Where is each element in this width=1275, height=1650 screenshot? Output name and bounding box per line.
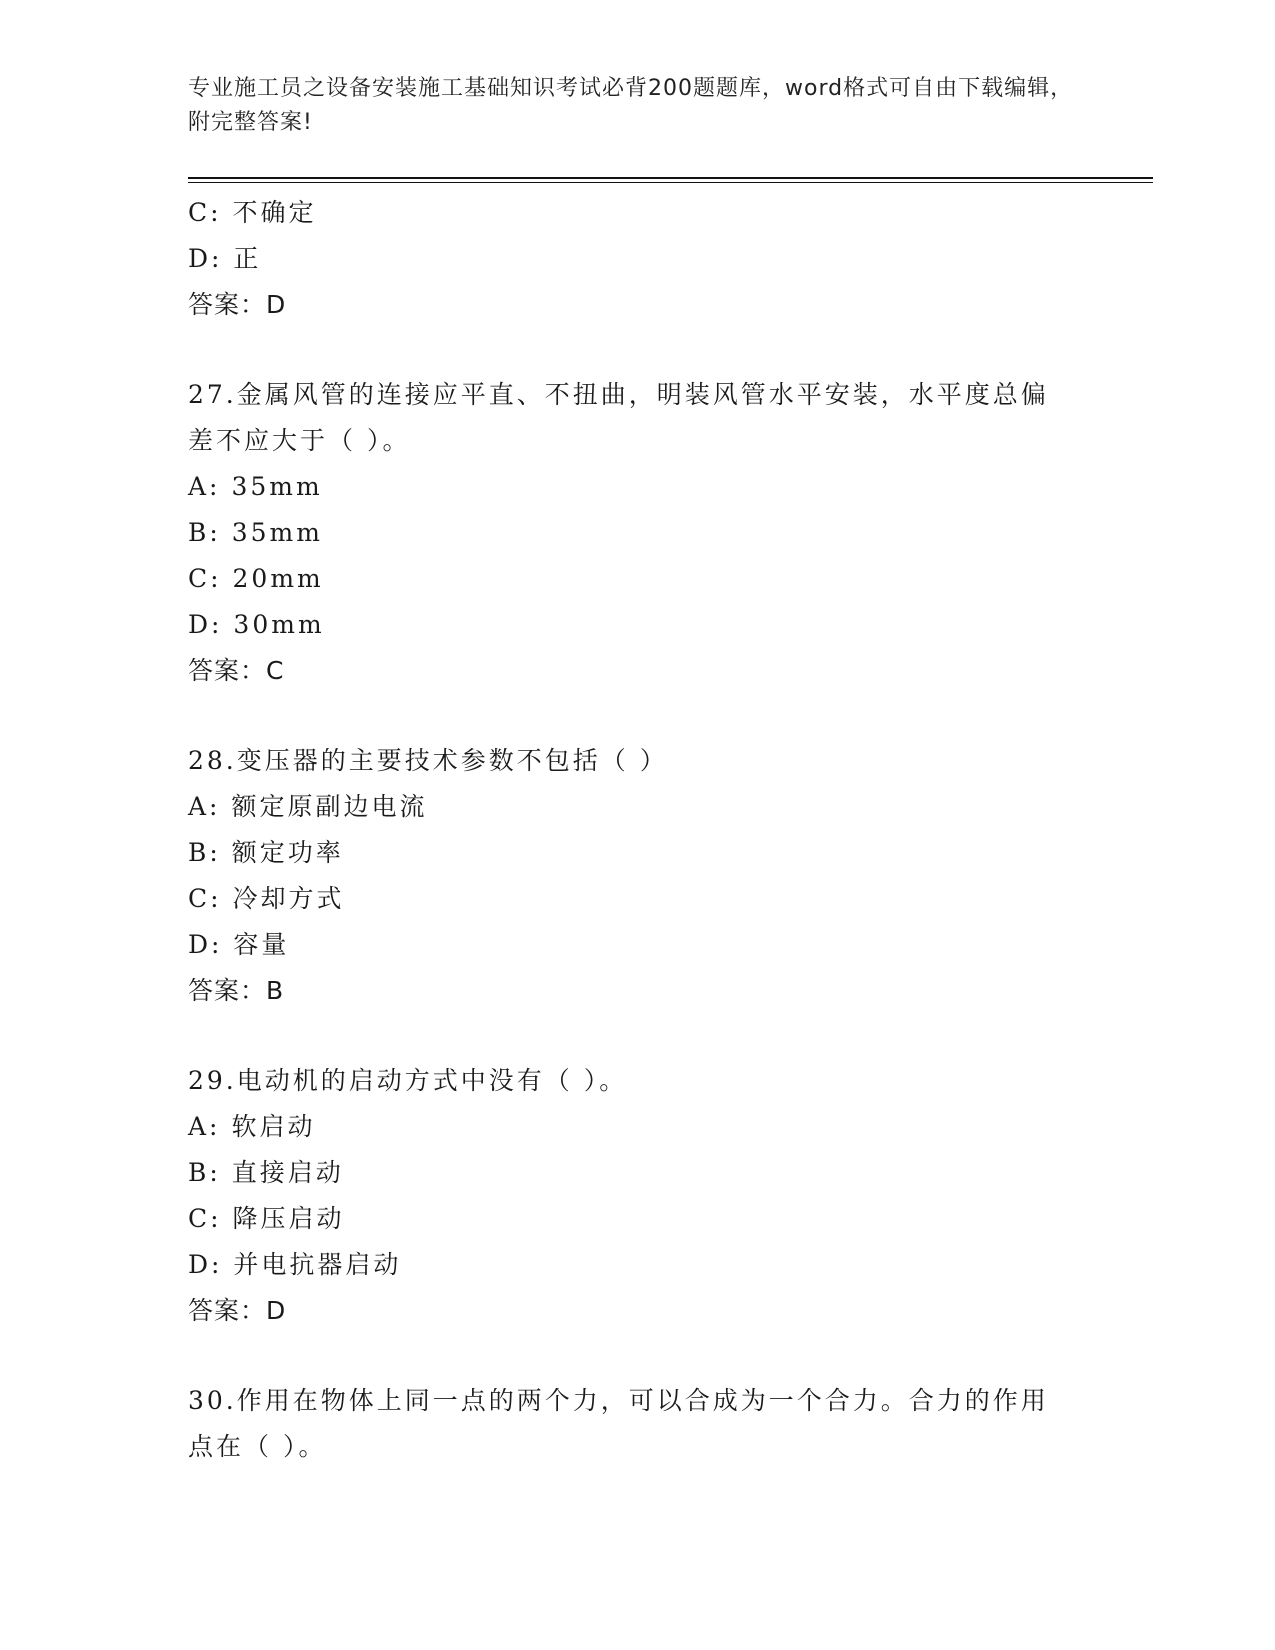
option-a: A: 软启动 [188, 1112, 316, 1141]
option-c: C: 降压启动 [188, 1204, 345, 1233]
question-28 [188, 738, 1088, 1014]
question-29 [188, 1058, 1088, 1334]
answer: 答案：D [188, 290, 287, 319]
question-stem: 27.金属风管的连接应平直、不扭曲，明装风管水平安装，水平度总偏差不应大于（ ）。 [188, 380, 1049, 455]
option-b: B: 35mm [188, 518, 323, 547]
option-b: B: 直接启动 [188, 1158, 344, 1187]
document-body [188, 190, 1088, 1470]
header-rule-thin [188, 182, 1153, 183]
question-27 [188, 372, 1088, 694]
option-c: C: 冷却方式 [188, 884, 345, 913]
option-c: C: 不确定 [188, 198, 317, 227]
document-header: 专业施工员之设备安装施工基础知识考试必背200题题库，word格式可自由下载编辑，附完整答案! [188, 76, 1074, 135]
option-d: D: 并电抗器启动 [188, 1250, 402, 1279]
question-stem: 29.电动机的启动方式中没有（ ）。 [188, 1066, 628, 1095]
option-b: B: 额定功率 [188, 838, 344, 867]
answer: 答案：C [188, 656, 285, 685]
answer: 答案：B [188, 976, 285, 1005]
option-d: D: 30mm [188, 610, 325, 639]
option-d: D: 容量 [188, 930, 290, 959]
answer: 答案：D [188, 1296, 287, 1325]
option-a: A: 额定原副边电流 [188, 792, 428, 821]
question-stem: 30.作用在物体上同一点的两个力，可以合成为一个合力。合力的作用点在（ ）。 [188, 1386, 1049, 1461]
question-stem: 28.变压器的主要技术参数不包括（ ） [188, 746, 668, 775]
option-d: D: 正 [188, 244, 262, 273]
question-26-tail [188, 190, 1088, 328]
question-30 [188, 1378, 1088, 1470]
option-a: A: 35mm [188, 472, 323, 501]
option-c: C: 20mm [188, 564, 324, 593]
header-rule-thick [188, 177, 1153, 179]
